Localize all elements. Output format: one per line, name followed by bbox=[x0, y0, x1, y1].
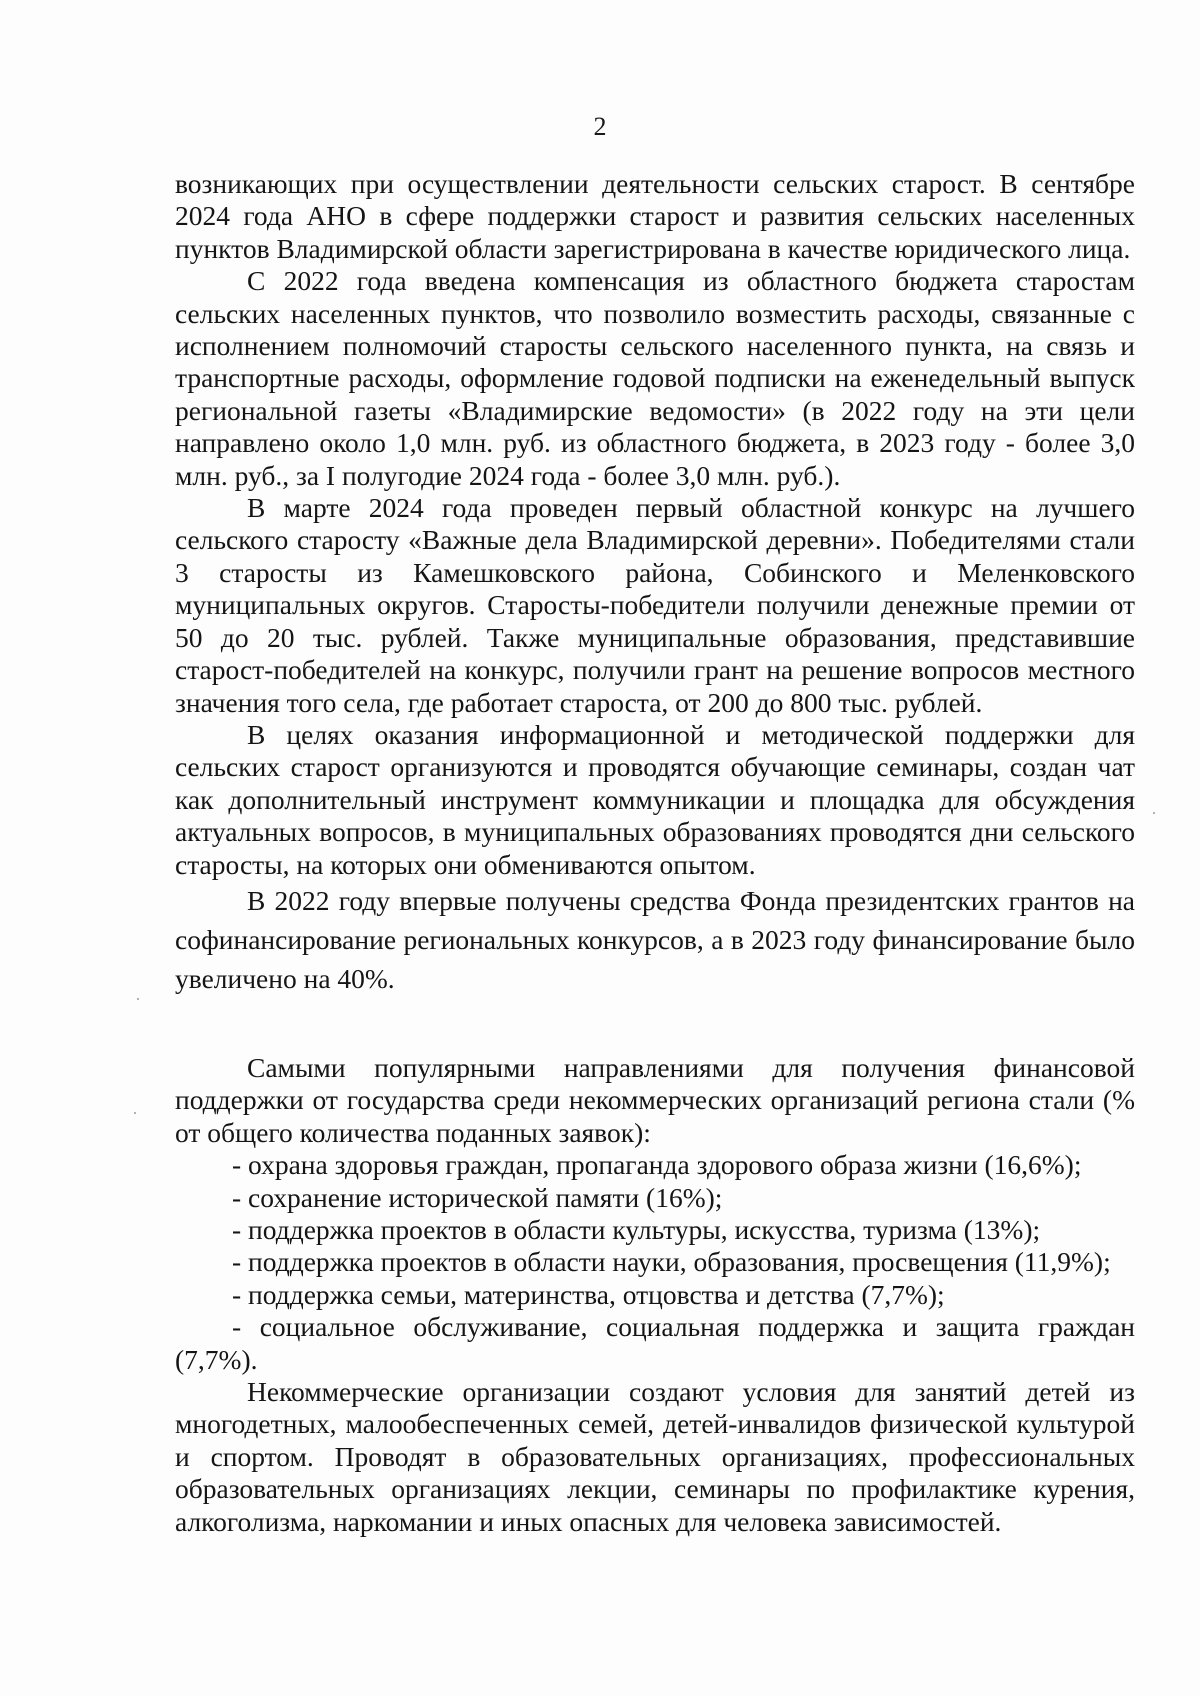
directions-list bbox=[175, 1149, 1135, 1376]
paragraph-directions-intro: Самыми популярными направлениями для получения финансовой поддержки от государства среди некоммерческих организаций региона стали (% от общего количества поданных заявок): bbox=[175, 1052, 1135, 1148]
paragraph-nko-conditions: Некоммерческие организации создают условия для занятий детей из многодетных, малообеспеченных семей, детей-инвалидов физической культурой и спортом. Проводят в образовательных организациях, профессиональных образовательных организациях лекции, семинары по профилактике курения, алкоголизма, наркомании и иных опасных для человека зависимостей. bbox=[175, 1376, 1135, 1537]
paragraph-support: В целях оказания информационной и методической поддержки для сельских старост организуются и проводятся обучающие семинары, создан чат как дополнительный инструмент коммуникации и площадка для обсуждения актуальных вопросов, в муниципальных образованиях проводятся дни сельского старосты, на которых они обмениваются опытом. bbox=[175, 718, 1135, 880]
body-text-upper bbox=[175, 168, 1135, 998]
paragraph-contest: В марте 2024 года проведен первый областной конкурс на лучшего сельского старосту «Важные дела Владимирской деревни». Победителями стали 3 старосты из Камешковского района, Собинского и Меленковского муниципальных округов. Старосты-победители получили денежные премии от 50 до 20 тыс. рублей. Также муниципальные образования, представившие старост-победителей на конкурс, получили грант на решение вопросов местного значения того села, где работает староста, от 200 до 800 тыс. рублей. bbox=[175, 492, 1135, 718]
list-item: - поддержка семьи, материнства, отцовства и детства (7,7%); bbox=[232, 1278, 945, 1310]
list-item: - поддержка проектов в области науки, образования, просвещения (11,9%); bbox=[232, 1246, 1111, 1278]
paragraph-grants: В 2022 году впервые получены средства Фонда президентских грантов на софинансирование региональных конкурсов, а в 2023 году финансирование было увеличено на 40%. bbox=[175, 884, 1135, 994]
scan-speck bbox=[134, 1112, 136, 1114]
body-text-lower bbox=[175, 1052, 1135, 1538]
list-item: - социальное обслуживание, социальная поддержка и защита граждан (7,7%). bbox=[175, 1311, 1135, 1375]
paragraph-continuation: возникающих при осуществлении деятельности сельских старост. В сентябре 2024 года АНО в сфере поддержки старост и развития сельских населенных пунктов Владимирской области зарегистрирована в качестве юридического лица. bbox=[175, 168, 1135, 264]
list-item: - охрана здоровья граждан, пропаганда здорового образа жизни (16,6%); bbox=[232, 1149, 1082, 1181]
list-item: - поддержка проектов в области культуры, искусства, туризма (13%); bbox=[232, 1214, 1041, 1246]
scan-speck bbox=[1153, 812, 1155, 814]
list-item: - сохранение исторической памяти (16%); bbox=[232, 1181, 723, 1213]
scan-speck bbox=[137, 998, 139, 1000]
paragraph-compensation: С 2022 года введена компенсация из областного бюджета старостам сельских населенных пунктов, что позволило возместить расходы, связанные с исполнением полномочий старосты сельского населенного пункта, на связь и транспортные расходы, оформление годовой подписки на еженедельный выпуск региональной газеты «Владимирские ведомости» (в 2022 году на эти цели направлено около 1,0 млн. руб. из областного бюджета, в 2023 году - более 3,0 млн. руб., за I полугодие 2024 года - более 3,0 млн. руб.). bbox=[175, 265, 1135, 491]
page-number: 2 bbox=[593, 112, 607, 141]
